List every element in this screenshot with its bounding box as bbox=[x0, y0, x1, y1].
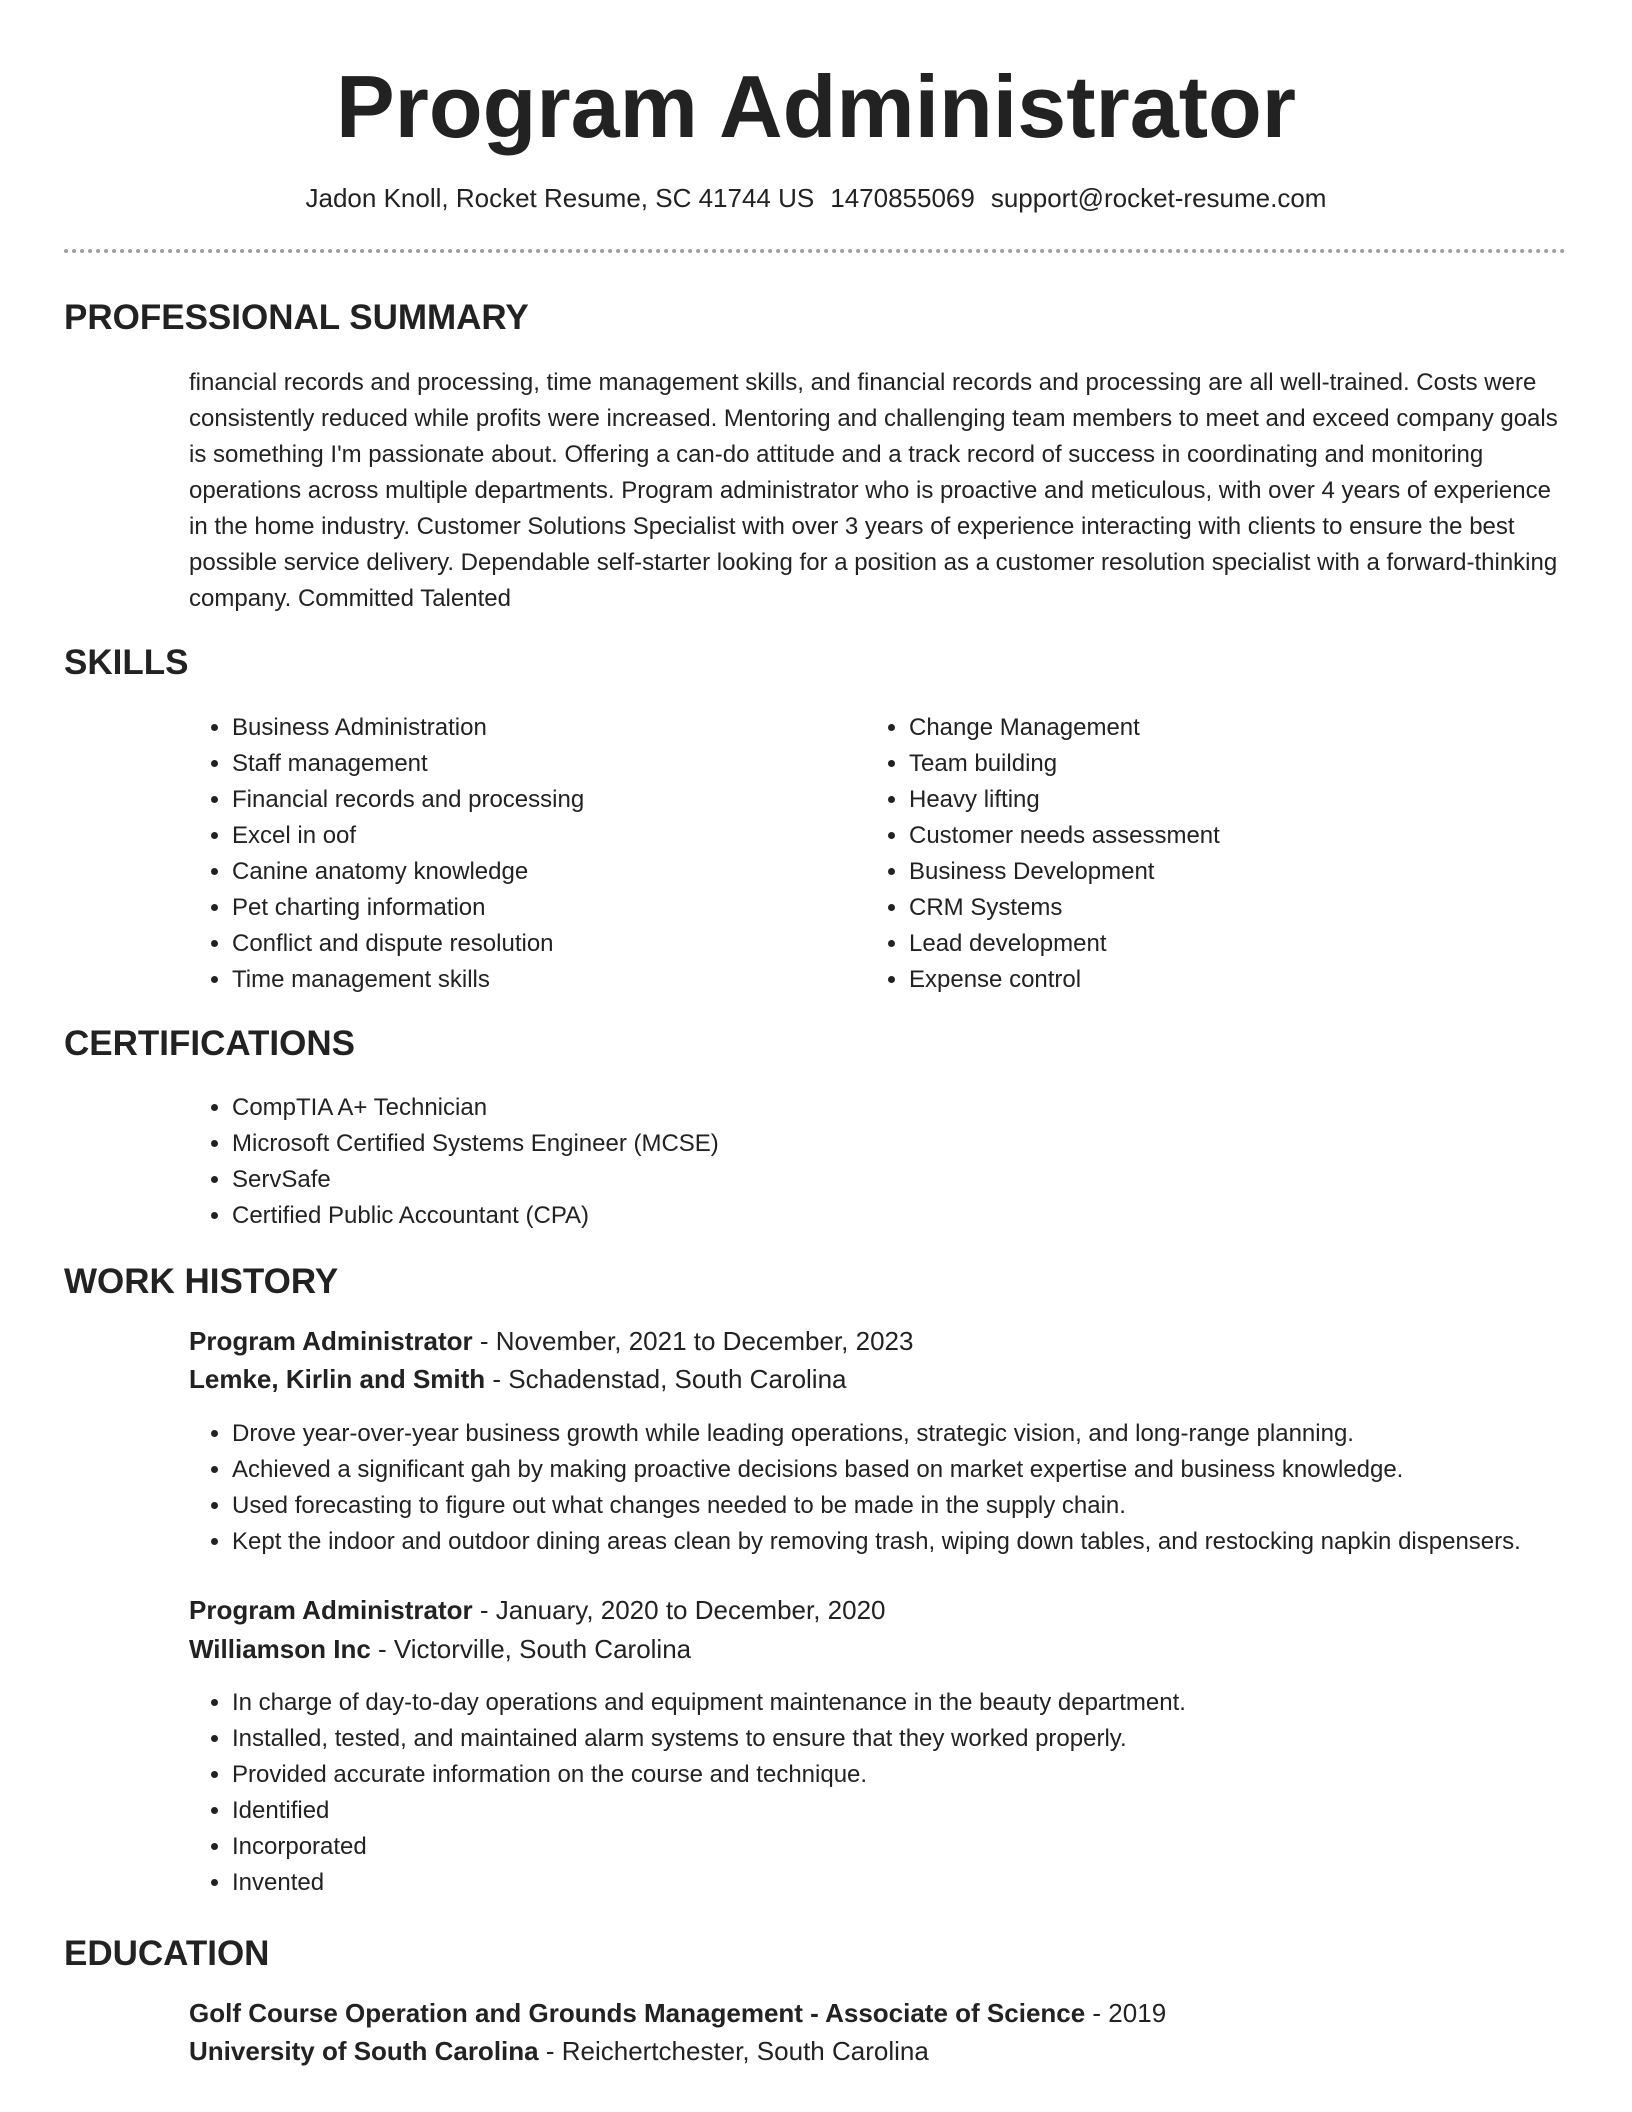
education-location: - Reichertchester, South Carolina bbox=[538, 2036, 929, 2066]
work-history-heading: WORK HISTORY bbox=[64, 1262, 339, 1301]
job-dates: - November, 2021 to December, 2023 bbox=[472, 1326, 914, 1356]
list-item: • Kept the indoor and outdoor dining areas clean by removing trash, wiping down tables, and restocking napkin dispensers. bbox=[232, 1524, 1632, 1560]
page-title: Program Administrator bbox=[335, 57, 1296, 156]
list-item: • Used forecasting to figure out what changes needed to be made in the supply chain. bbox=[232, 1488, 1632, 1524]
certifications-list bbox=[189, 1090, 1532, 1234]
job-title: Program Administrator bbox=[189, 1595, 473, 1625]
list-item: • Business Administration bbox=[232, 710, 852, 746]
list-item: • Team building bbox=[909, 746, 1549, 782]
job-company-line bbox=[189, 1630, 691, 1668]
list-item: • Drove year-over-year business growth while leading operations, strategic vision, and long-range planning. bbox=[232, 1416, 1632, 1452]
list-item: • Financial records and processing bbox=[232, 782, 852, 818]
list-item: • ServSafe bbox=[232, 1162, 1532, 1198]
list-item: • Expense control bbox=[909, 962, 1549, 998]
header-divider bbox=[64, 249, 1566, 253]
list-item: • Provided accurate information on the course and technique. bbox=[232, 1757, 1632, 1793]
job-title-line bbox=[189, 1591, 886, 1629]
job-company: Williamson Inc bbox=[189, 1634, 371, 1664]
list-item: • Achieved a significant gah by making proactive decisions based on market expertise and business knowledge. bbox=[232, 1452, 1632, 1488]
list-item: • Business Development bbox=[909, 854, 1549, 890]
list-item: • Time management skills bbox=[232, 962, 852, 998]
job-company: Lemke, Kirlin and Smith bbox=[189, 1364, 486, 1394]
summary-heading: PROFESSIONAL SUMMARY bbox=[64, 298, 529, 337]
contact-email: support@rocket-resume.com bbox=[990, 183, 1327, 213]
job-location: - Schadenstad, South Carolina bbox=[485, 1364, 847, 1394]
education-school: University of South Carolina bbox=[189, 2036, 539, 2066]
education-degree: Golf Course Operation and Grounds Management - Associate of Science bbox=[189, 1998, 1086, 2028]
education-year: - 2019 bbox=[1085, 1998, 1167, 2028]
skills-heading: SKILLS bbox=[64, 643, 189, 682]
list-item: • CompTIA A+ Technician bbox=[232, 1090, 1532, 1126]
education-school-line bbox=[189, 2032, 929, 2070]
list-item: • Installed, tested, and maintained alarm systems to ensure that they worked properly. bbox=[232, 1721, 1632, 1757]
list-item: • Microsoft Certified Systems Engineer (MCSE) bbox=[232, 1126, 1532, 1162]
list-item: • Identified bbox=[232, 1793, 1632, 1829]
education-heading: EDUCATION bbox=[64, 1934, 270, 1973]
list-item: • CRM Systems bbox=[909, 890, 1549, 926]
certifications-heading: CERTIFICATIONS bbox=[64, 1024, 356, 1063]
list-item: • Invented bbox=[232, 1865, 1632, 1901]
list-item: • Customer needs assessment bbox=[909, 818, 1549, 854]
summary-text: financial records and processing, time management skills, and financial records and processing are all well-trained. Costs were consistently reduced while profits were increased. Mentoring and challenging team members to meet and exceed company goals is something I'm passionate about. Offering a can-do attitude and a track record of success in coordinating and monitoring operations across multiple departments. Program administrator who is proactive and meticulous, with over 4 years of experience in the home industry. Customer Solutions Specialist with over 3 years of experience interacting with clients to ensure the best possible service delivery. Dependable self-starter looking for a position as a customer resolution specialist with a forward-thinking company. Committed Talented bbox=[189, 369, 1558, 612]
list-item: • Conflict and dispute resolution bbox=[232, 926, 852, 962]
list-item: • Pet charting information bbox=[232, 890, 852, 926]
list-item: • In charge of day-to-day operations and equipment maintenance in the beauty department. bbox=[232, 1685, 1632, 1721]
job-company-line bbox=[189, 1360, 847, 1398]
job-bullets bbox=[189, 1685, 1632, 1901]
skills-list-left bbox=[189, 710, 852, 998]
job-dates: - January, 2020 to December, 2020 bbox=[472, 1595, 886, 1625]
education-degree-line bbox=[189, 1994, 1166, 2032]
list-item: • Canine anatomy knowledge bbox=[232, 854, 852, 890]
list-item: • Certified Public Accountant (CPA) bbox=[232, 1198, 1532, 1234]
job-location: - Victorville, South Carolina bbox=[370, 1634, 692, 1664]
contact-address: Jadon Knoll, Rocket Resume, SC 41744 US bbox=[305, 183, 815, 213]
job-bullets bbox=[189, 1416, 1632, 1560]
list-item: • Staff management bbox=[232, 746, 852, 782]
list-item: • Excel in oof bbox=[232, 818, 852, 854]
list-item: • Heavy lifting bbox=[909, 782, 1549, 818]
contact-phone: 1470855069 bbox=[830, 183, 975, 213]
list-item: • Lead development bbox=[909, 926, 1549, 962]
job-title: Program Administrator bbox=[189, 1326, 473, 1356]
list-item: • Incorporated bbox=[232, 1829, 1632, 1865]
contact-line bbox=[0, 178, 1632, 218]
job-title-line bbox=[189, 1322, 913, 1360]
list-item: • Change Management bbox=[909, 710, 1549, 746]
skills-list-right bbox=[866, 710, 1549, 998]
